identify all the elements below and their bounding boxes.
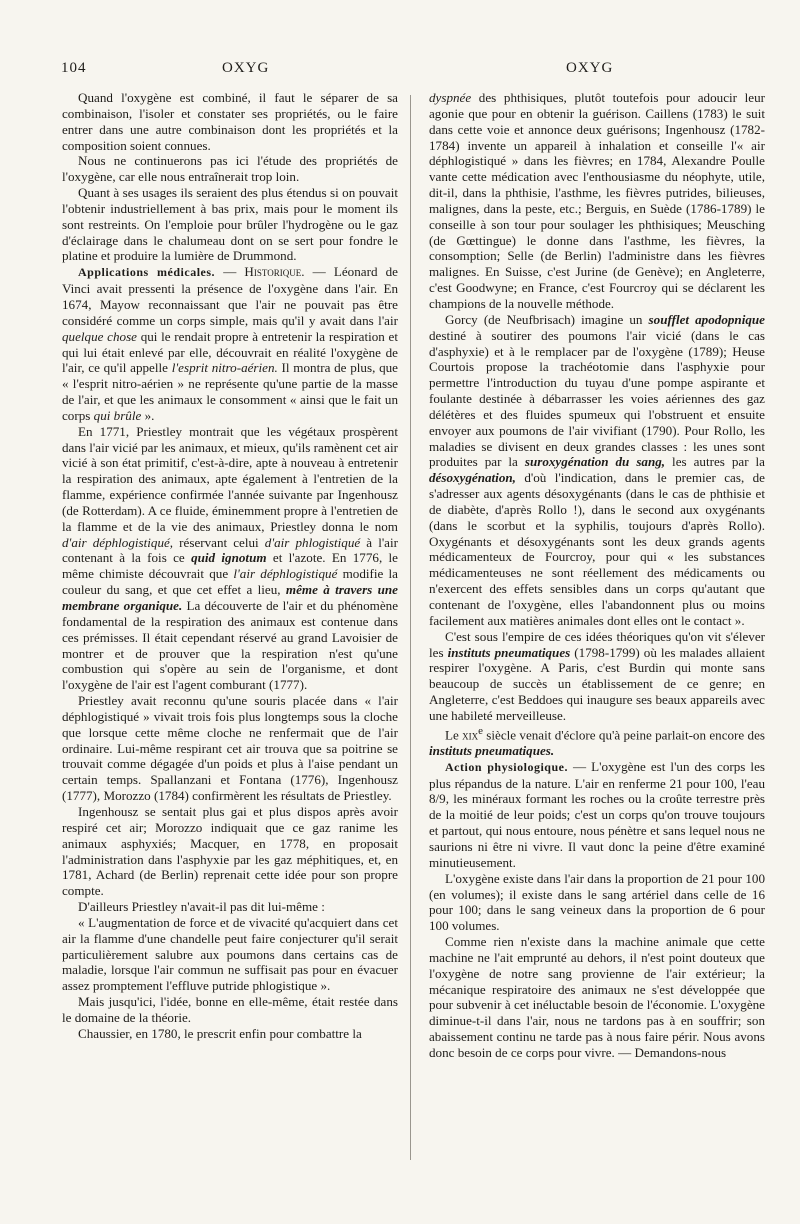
paragraph: Ingenhousz se sentait plus gai et plus dispos après avoir respiré cet air; Morozzo indiquait que ce gaz ranime les animaux asphyxiés; Macquer, en 1778, en proposait l'administration dans l'asphyxie par les gaz méphitiques, et, en 1781, Achard (de Berlin) reprenait cette idée pour son propre compte.: [62, 803, 398, 899]
paragraph: Quant à ses usages ils seraient des plus étendus si on pouvait l'obtenir industriellement à bas prix, mais pour le moment ils sont restreints. On l'emploie pour brûler l'hydrogène ou le gaz d'éclairage dans le chalumeau dont on se sert pour fondre le platine et produire la lumière de Drummond.: [62, 185, 398, 264]
section-heading-applications: Applications médicales.: [78, 265, 216, 280]
quotation: « L'augmentation de force et de vivacité qu'acquiert dans cet air la flamme d'une chandelle peut faire conjecturer qu'il serait particulièrement salubre aux poumons dans certains cas de maladie, lorsque l'air commun ne suffisait pas pour en évacuer assez promptement l'effluve putride phlogistique ».: [62, 914, 398, 994]
paragraph: Chaussier, en 1780, le prescrit enfin pour combattre la: [78, 1025, 362, 1041]
paragraph: Nous ne continuerons pas ici l'étude des propriétés de l'oxygène, car elle nous entraînerait trop loin.: [62, 153, 398, 185]
running-head-right: OXYG: [566, 60, 614, 76]
paragraph: D'ailleurs Priestley n'avait-il pas dit lui-même :: [78, 899, 325, 915]
paragraph: dyspnée des phthisiques, plutôt toutefois pour adoucir leur agonie que pour en obtenir la guérison. Caillens (1783) le suit dans cette voie et annonce deux guérisons; Ingenhousz (1782-1784) invente un appareil à inhalation et conseille l'« air déphlogistiqué » dans les fièvres; en 1784, Alexandre Poulle vante cette médication avec l'enthousiasme du néophyte, utile, dit-il, dans la phthisie, l'asthme, les fièvres putrides, bilieuses, malignes, dans la peste, etc.; Berguis, en Suède (1786-1789) le conseille à son tour pour soulager les phthisiques; Meusching (de Gœttingue) le donne dans l'asthme, les fièvres, la consomption; Selle (de Berlin) l'administre dans les fièvres malignes. En Suisse, c'est Jurine (de Genève); en Angleterre, c'est Goodwyne; en France, c'est Fourcroy qui se déclarent les champions de la nouvelle méthode.: [429, 90, 765, 311]
paragraph: Action physiologique. — L'oxygène est l'un des corps les plus répandus de la nature. L'air en renferme 21 pour 100, l'eau 8/9, les minéraux formant les roches ou la croûte terrestre près de la moitié de leur poids; c'est un corps qu'on trouve toujours et partout, qui nous entoure, nous pénètre et sans lequel nous ne saurions ni être ni vivre. Il vaut donc la peine d'être examiné minutieusement.: [429, 758, 765, 870]
page-header: [0, 60, 800, 80]
paragraph: L'oxygène existe dans l'air dans la proportion de 21 pour 100 (en volumes); il existe dans le sang artériel dans celle de 16 pour 100; dans le sang veineux dans la proportion de 6 pour 100 volumes.: [429, 870, 765, 934]
right-column: [429, 90, 765, 1061]
column-divider: [410, 95, 411, 1160]
paragraph: Applications médicales. — Historique. — Léonard de Vinci avait pressenti la présence de l'oxygène dans l'air. En 1674, Mayow reconnaissant que l'air ne pouvait pas être considéré comme un corps simple, mais qu'il y avait dans l'air quelque chose qui le rendait propre à entretenir la respiration et qui lui était enlevé par elle, découvrait en réalité l'oxygène de l'air, ce qu'il appelle l'esprit nitro-aérien. Il montra de plus, que « l'esprit nitro-aérien » ne représente qu'une partie de la masse de l'air, et que les animaux le consomment « ainsi que le fait un corps qui brûle ».: [62, 264, 398, 423]
subsection-heading-historique: Historique.: [244, 264, 305, 280]
paragraph: Quand l'oxygène est combiné, il faut le séparer de sa combinaison, l'isoler et constater ses propriétés, ou le faire entrer dans une autre combinaison dont les propriétés et la composition soient connues.: [62, 90, 398, 153]
paragraph: Le xix$^e$ siècle venait d'éclore qu'à peine parlait-on encore des instituts pneumatiques.: [429, 724, 765, 758]
paragraph: Comme rien n'existe dans la machine animale que cette machine ne l'ait emprunté au dehors, il n'est point douteux que l'oxygène de notre sang provienne de l'air extérieur; la mécanique respiratoire des animaux ne s'est développée que pour subvenir à cet inéluctable besoin de l'économie. L'oxygène diminue-t-il dans l'air, nous ne tardons pas à en souffrir; son abaissement continu ne tarde pas à nous faire périr. Nous avons donc besoin de ce corps pour vivre. — Demandons-nous: [429, 934, 765, 1060]
paragraph: C'est sous l'empire de ces idées théoriques qu'on vit s'élever les instituts pneumatiques (1798-1799) où les malades allaient respirer l'oxygène. A Paris, c'est Burdin qui monte sans beaucoup de succès un établissement de ce genre; en Angleterre, c'est Beddoes qui inaugure ses beaux appareils avec une habileté merveilleuse.: [429, 628, 765, 723]
paragraph: En 1771, Priestley montrait que les végétaux prospèrent dans l'air vicié par les animaux, et mieux, qu'ils ramènent cet air vicié à son état primitif, c'est-à-dire, apte à nouveau à entretenir la respiration des animaux, apte également à l'entretien de la flamme, expérience confirmée l'année suivante par Ingenhousz (de Rotterdam). A ce fluide, éminemment propre à l'entretien de la flamme et de la vie des animaux, Priestley donna le nom d'air déphlogistiqué, réservant celui d'air phlogistiqué à l'air contenant à la fois ce quid ignotum et l'azote. En 1776, le même chimiste découvrait que l'air déphlogistiqué modifie la couleur du sang, et que cet effet a lieu, même à travers une membrane organique. La découverte de l'air et du phénomène fondamental de la respiration des animaux est contenue dans ces prémisses. Il était cependant réservé au grand Lavoisier de montrer et de prouver que la respiration n'est qu'une combustion qui s'opère au sein de l'organisme, et dont l'oxygène de l'air est l'agent comburant (1777).: [62, 423, 399, 693]
left-column: [62, 90, 398, 1042]
section-heading-action-physiologique: Action physiologique.: [445, 759, 568, 774]
paragraph: Mais jusqu'ici, l'idée, bonne en elle-même, était restée dans le domaine de la théorie.: [62, 994, 398, 1025]
paragraph: Priestley avait reconnu qu'une souris placée dans « l'air déphlogistiqué » vivait trois fois plus longtemps sous la cloche que lorsque cette même cloche ne renfermait que de l'air ordinaire. Lui-même respirant cet air trouva que sa poitrine se trouvait comme dégagée d'un poids et plus à l'aise pendant un certain temps. Spallanzani et Fontana (1776), Ingenhousz (1777), Morozzo (1784) confirmèrent les résultats de Priestley.: [62, 693, 398, 804]
paragraph: Gorcy (de Neufbrisach) imagine un soufflet apodopnique destiné à soutirer des poumons l'air vicié (dans le cas d'asphyxie) et à le remplacer par de l'oxygène (1789); Heuse Courtois propose la trachéotomie dans l'asphyxie pour permettre l'introduction du tuyau d'une pompe aspirante et foulante destinée à débarrasser les voies aériennes des gaz délétères et des fluides spumeux qui l'obstruent et ensuite envoyer aux poumons de l'air vivifiant (1790). Pour Rollo, les maladies se divisent en deux grandes classes : les unes sont produites par la suroxygénation du sang, les autres par la désoxygénation, d'où l'indication, dans le premier cas, de s'adresser aux agents désoxygénants (dans le cas de phthisie et de diabète, d'après Rollo !), dans le second aux oxygénants (dans le scorbut et la syphilis, toujours d'après Rollo). Oxygénants et désoxygénants sont les deux grands agents médicamenteux de Fourcroy, pour qui « les substances médicamenteuses ne sont réellement des médicaments ou n'exercent des effets sensibles dans un corps qu'autant que contenant de l'oxygène, elles l'abandonnent plus ou moins facilement aux matières animales dont elles ont le contact ».: [429, 311, 765, 628]
running-head-left: OXYG: [222, 60, 270, 76]
page-number: 104: [61, 60, 87, 76]
